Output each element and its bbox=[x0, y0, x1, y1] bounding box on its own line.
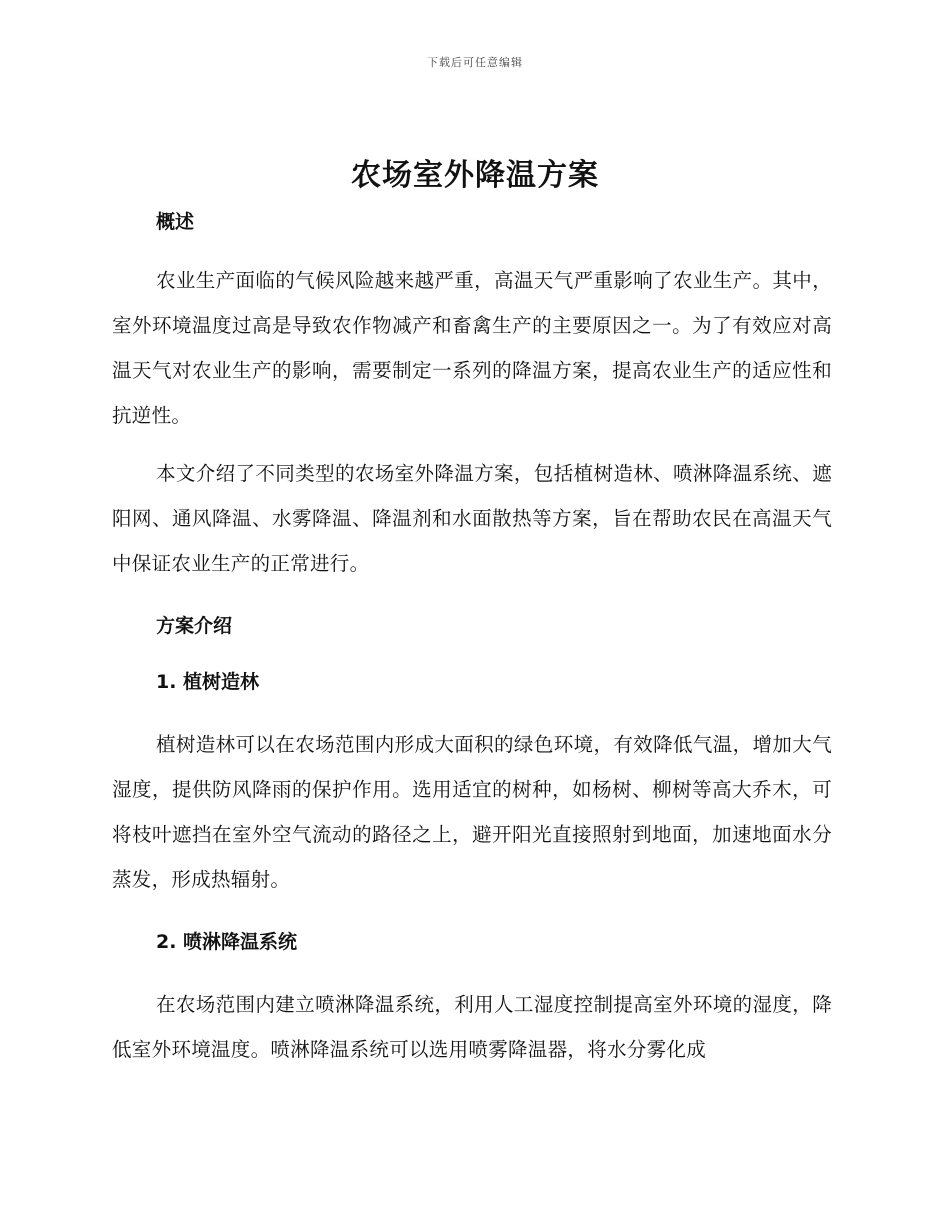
section-heading-overview: 概述 bbox=[156, 211, 195, 233]
paragraph-plan-2: 在农场范围内建立喷淋降温系统，利用人工湿度控制提高室外环境的湿度，降低室外环境温度。喷淋降温系统可以选用喷雾降温器，将水分雾化成 bbox=[112, 993, 832, 1061]
header-note: 下载后可任意编辑 bbox=[427, 56, 523, 69]
subsection-heading-2: 2. 喷淋降温系统 bbox=[156, 931, 298, 953]
section-heading-plans: 方案介绍 bbox=[156, 615, 233, 637]
paragraph-plan-1: 植树造林可以在农场范围内形成大面积的绿色环境，有效降低气温，增加大气湿度，提供防风降雨的保护作用。选用适宜的树种，如杨树、柳树等高大乔木，可将枝叶遮挡在室外空气流动的路径之上，避开阳光直接照射到地面，加速地面水分蒸发，形成热辐射。 bbox=[112, 733, 832, 891]
document-body bbox=[112, 204, 832, 1072]
paragraph-overview-2: 本文介绍了不同类型的农场室外降温方案，包括植树造林、喷淋降温系统、遮阳网、通风降温、水雾降温、降温剂和水面散热等方案，旨在帮助农民在高温天气中保证农业生产的正常进行。 bbox=[112, 462, 832, 575]
paragraph-overview-1: 农业生产面临的气候风险越来越严重，高温天气严重影响了农业生产。其中，室外环境温度过高是导致农作物减产和畜禽生产的主要原因之一。为了有效应对高温天气对农业生产的影响，需要制定一系列的降温方案，提高农业生产的适应性和抗逆性。 bbox=[112, 269, 832, 427]
subsection-heading-1: 1. 植树造林 bbox=[156, 671, 260, 693]
document-title: 农场室外降温方案 bbox=[351, 158, 599, 193]
